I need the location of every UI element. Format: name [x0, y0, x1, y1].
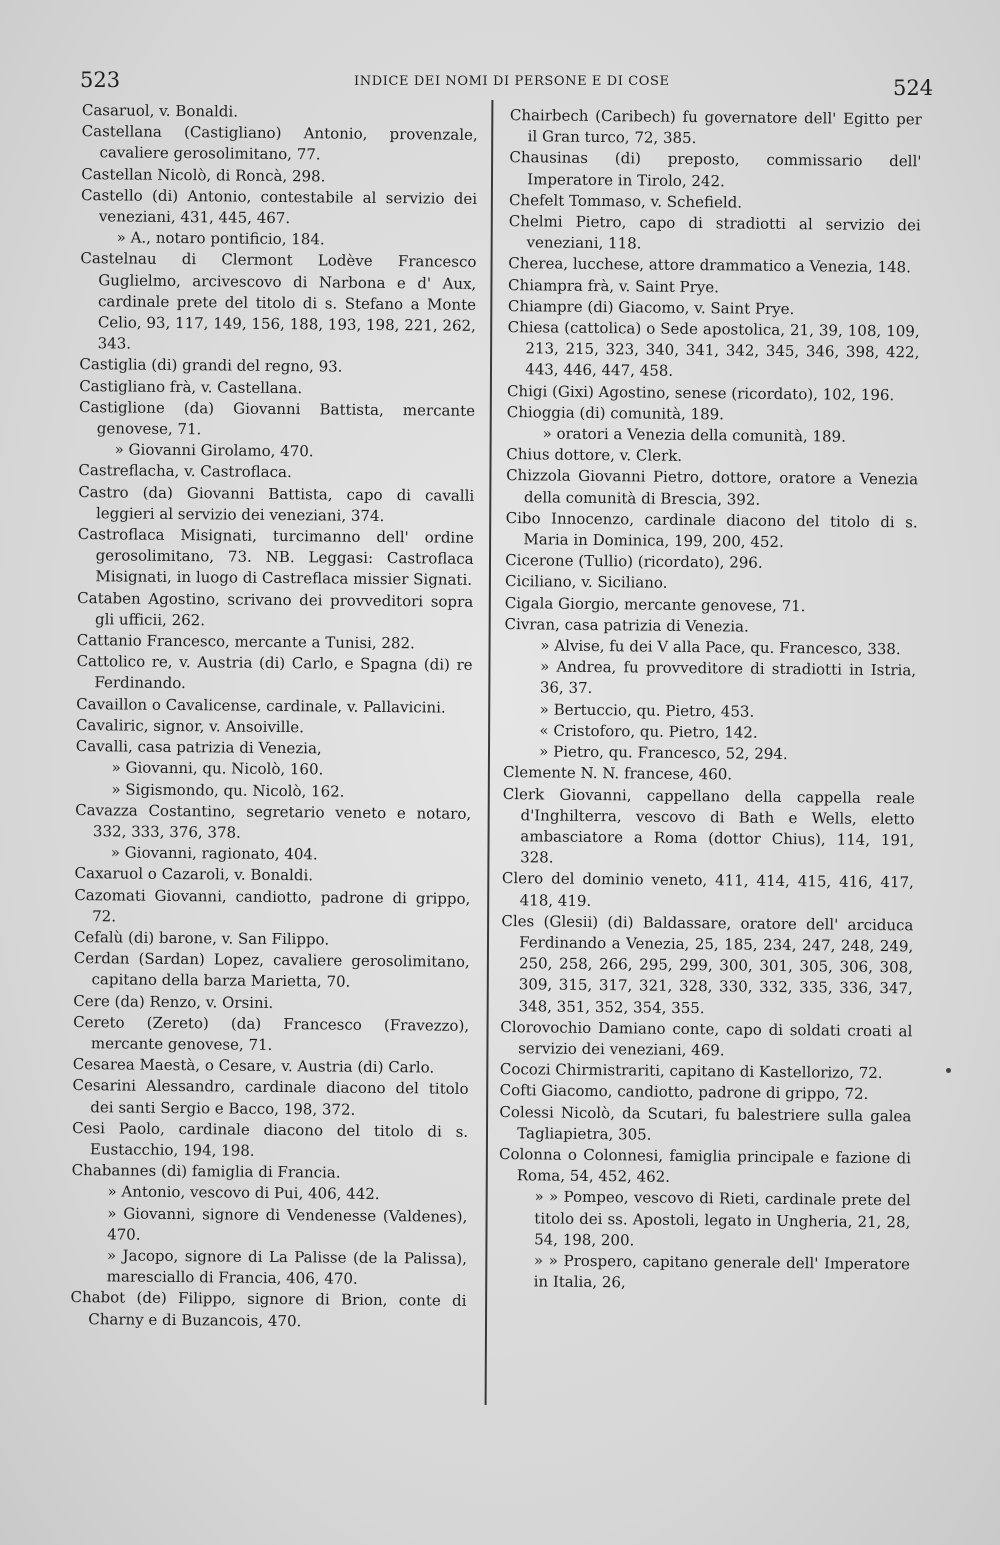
- index-entry: Chelmi Pietro, capo di stradiotti al servizio dei veneziani, 118.: [508, 212, 921, 253]
- index-entry: Chiesa (cattolica) o Sede apostolica, 21, 39, 108, 109, 213, 215, 323, 340, 341, 342, 345, 346, 398, 422, 443, 446, 447, 458.: [507, 318, 920, 381]
- index-entry: Colessi Nicolò, da Scutari, fu balestriere sulla galea Tagliapietra, 305.: [499, 1102, 912, 1144]
- index-entry: Castellana (Castigliano) Antonio, provenzale, cavaliere gerosolimitano, 77.: [81, 122, 478, 164]
- index-entry: Castiglione (da) Giovanni Battista, mercante genovese, 71.: [78, 397, 476, 439]
- index-entry: Cesi Paolo, cardinale diacono del titolo di s. Eustacchio, 194, 198.: [72, 1118, 469, 1160]
- index-entry: « Cristoforo, qu. Pietro, 142.: [539, 721, 758, 742]
- index-entry: Cavaillon o Cavalicense, cardinale, v. Pallavicini.: [76, 694, 446, 717]
- index-entry: Ciciliano, v. Siciliano.: [504, 572, 668, 593]
- index-entry: Chiampra frà, v. Saint Prye.: [508, 275, 720, 296]
- index-entry: Cherea, lucchese, attore drammatico a Venezia, 148.: [508, 254, 912, 277]
- index-entry: Cefalù (di) barone, v. San Filippo.: [73, 927, 330, 949]
- index-entry: » Pietro, qu. Francesco, 52, 294.: [539, 742, 788, 764]
- index-entry: Cavaliric, signor, v. Ansoiville.: [75, 715, 305, 737]
- index-entry: Castroflaca Misignati, turcimanno dell' ordine gerosolimitano, 73. NB. Leggasi: Castroflaca Misignati, in luogo di Castreflaca missier Signati.: [77, 525, 474, 590]
- index-entry: Civran, casa patrizia di Venezia.: [504, 614, 749, 636]
- index-entry: Clorovochio Damiano conte, capo di soldati croati al servizio dei veneziani, 469.: [500, 1017, 913, 1060]
- index-entry: Chigi (Gixi) Agostino, senese (ricordato), 102, 196.: [506, 381, 895, 404]
- index-entry: Clero del dominio veneto, 411, 414, 415, 416, 417, 418, 419.: [501, 869, 914, 910]
- index-entry: Castreflacha, v. Castroflaca.: [78, 461, 292, 482]
- index-entry: » Giovanni, qu. Nicolò, 160.: [111, 758, 324, 779]
- index-entry: Colonna o Colonnesi, famiglia principale e fazione di Roma, 54, 452, 462.: [498, 1144, 912, 1186]
- index-entry: Castigliano frà, v. Castellana.: [79, 376, 303, 397]
- index-entry: Casaruol, v. Bonaldi.: [81, 101, 239, 121]
- index-entry: » Giovanni Girolamo, 470.: [114, 440, 314, 461]
- index-entry: Chausinas (di) preposto, commissario dell' Imperatore in Tirolo, 242.: [509, 148, 922, 190]
- index-entry: Cicerone (Tullio) (ricordato), 296.: [505, 551, 763, 573]
- index-entry: Chabot (de) Filippo, signore di Brion, conte di Charny e di Buzancois, 470.: [70, 1288, 467, 1330]
- index-entry: Cofti Giacomo, candiotto, padrone di grippo, 72.: [499, 1081, 869, 1104]
- index-entry: Cigala Giorgio, mercante genovese, 71.: [504, 593, 806, 615]
- index-entry: Cesarini Alessandro, cardinale diacono del titolo dei santi Sergio e Bacco, 198, 372.: [72, 1076, 469, 1119]
- index-entry: Cibo Innocenzo, cardinale diacono del titolo di s. Maria in Dominica, 199, 200, 452.: [505, 508, 918, 552]
- index-entry: Cesarea Maestà, o Cesare, v. Austria (di) Carlo.: [72, 1055, 435, 1077]
- index-entry: » Jacopo, signore di La Palisse (de la Palissa), maresciallo di Francia, 406, 470.: [106, 1246, 467, 1288]
- index-entry: Cazomati Giovanni, candiotto, padrone di grippo, 72.: [74, 885, 471, 926]
- index-entry: Chiampre (di) Giacomo, v. Saint Prye.: [507, 296, 795, 318]
- index-entry: » Giovanni, ragionato, 404.: [110, 843, 318, 864]
- index-entry: Chairbech (Caribech) fu governatore dell' Egitto per il Gran turco, 72, 385.: [509, 106, 922, 148]
- index-entry: » oratori a Venezia della comunità, 189.: [542, 424, 846, 446]
- index-entry: Castellan Nicolò, di Roncà, 298.: [81, 164, 326, 186]
- index-entry: Cavazza Costantino, segretario veneto e notaro, 332, 333, 376, 378.: [75, 800, 472, 842]
- index-entry: Cereto (Zereto) (da) Francesco (Fravezzo), mercante genovese, 71.: [73, 1012, 470, 1054]
- right-column: [490, 105, 922, 1297]
- index-entry: » Alvise, fu dei V alla Pace, qu. Francesco, 338.: [540, 636, 901, 659]
- index-entry: » Sigismondo, qu. Nicolò, 162.: [111, 779, 345, 801]
- index-entry: » » Prospero, capitano generale dell' Imperatore in Italia, 26,: [533, 1251, 910, 1292]
- index-entry: » Giovanni, signore di Vendenesse (Valdenes), 470.: [107, 1203, 468, 1244]
- index-entry: Caxaruol o Cazaroli, v. Bonaldi.: [74, 864, 314, 885]
- index-entry: Cavalli, casa patrizia di Venezia,: [75, 737, 322, 758]
- left-column: [62, 100, 478, 1334]
- index-entry: Cerdan (Sardan) Lopez, cavaliere gerosolimitano, capitano della barza Marietta, 70.: [73, 949, 470, 992]
- index-entry: Cataben Agostino, scrivano dei provveditori sopra gli ufficii, 262.: [77, 588, 474, 630]
- index-entry: » Bertuccio, qu. Pietro, 453.: [539, 700, 755, 721]
- index-entry: Chius dottore, v. Clerk.: [506, 445, 683, 466]
- index-entry: Chioggia (di) comunità, 189.: [506, 402, 725, 424]
- index-entry: Chefelt Tommaso, v. Schefield.: [508, 190, 743, 212]
- running-title: INDICE DEI NOMI DI PERSONE E DI COSE: [354, 74, 670, 89]
- index-entry: Cocozi Chirmistrariti, capitano di Kastellorizo, 72.: [499, 1060, 883, 1083]
- index-entry: » » Pompeo, vescovo di Rieti, cardinale prete del titolo dei ss. Apostoli, legato in Ungheria, 21, 28, 54, 198, 200.: [534, 1187, 911, 1250]
- page-number-left: 523: [80, 68, 121, 92]
- index-entry: Chabannes (di) famiglia di Francia.: [71, 1161, 341, 1182]
- index-entry: Cattanio Francesco, mercante a Tunisi, 282.: [76, 631, 415, 653]
- index-entry: Castello (di) Antonio, contestabile al servizio dei veneziani, 431, 445, 467.: [81, 185, 478, 228]
- index-entry: » A., notaro pontificio, 184.: [116, 228, 325, 249]
- index-entry: Cles (Glesii) (di) Baldassare, oratore dell' arciduca Ferdinando a Venezia, 25, 185, 234, 247, 248, 249, 250, 258, 266, 295, 299, 300, 301, 305, 306, 308, 309, 315, 317, 321, 328, 330, 332, 335, 336, 347, 348, 351, 352, 354, 355.: [501, 911, 914, 1017]
- page-number-right: 524: [893, 76, 934, 100]
- index-entry: Chizzola Giovanni Pietro, dottore, oratore a Venezia della comunità di Brescia, 392.: [506, 466, 919, 509]
- index-entry: Castro (da) Giovanni Battista, capo di cavalli leggieri al servizio dei veneziani, 374.: [78, 482, 475, 525]
- index-entry: » Andrea, fu provveditore di stradiotti in Istria, 36, 37.: [539, 657, 917, 698]
- index-entry: Cere (da) Renzo, v. Orsini.: [73, 991, 274, 1012]
- index-entry: Castiglia (di) grandi del regno, 93.: [79, 355, 343, 377]
- index-entry: » Antonio, vescovo di Pui, 406, 442.: [107, 1182, 380, 1204]
- index-entry: Cattolico re, v. Austria (di) Carlo, e Spagna (di) re Ferdinando.: [76, 652, 473, 693]
- index-entry: Clerk Giovanni, cappellano della cappella reale d'Inghilterra, vescovo di Bath e Wells, eletto ambasciatore a Roma (dottor Chius), 114, 191, 328.: [502, 784, 915, 867]
- page-header: [0, 68, 1000, 98]
- index-entry: Clemente N. N. francese, 460.: [502, 763, 733, 784]
- index-entry: Castelnau di Clermont Lodève Francesco Guglielmo, arcivescovo di Narbona e d' Aux, cardinale prete del titolo di s. Stefano a Monte Celio, 93, 117, 149, 156, 188, 193, 198, 221, 262, 343.: [80, 249, 477, 353]
- paper-speck: [946, 1068, 951, 1073]
